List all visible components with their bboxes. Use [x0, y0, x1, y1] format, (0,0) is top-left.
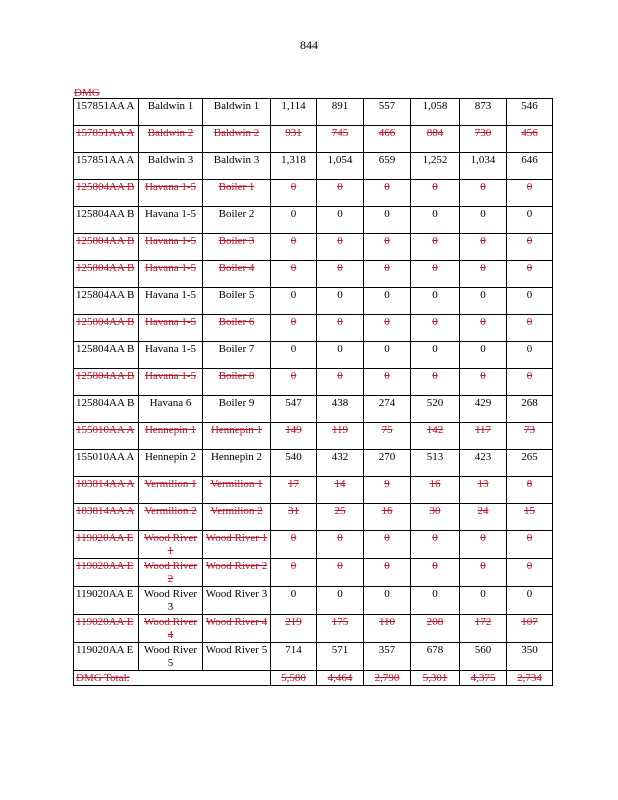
- unit-cell: Boiler 9: [203, 396, 271, 423]
- unit-cell: Havana 1-5: [139, 315, 203, 342]
- unit-cell: Boiler 6: [203, 315, 271, 342]
- value-cell: 547: [271, 396, 317, 423]
- unit-cell: Boiler 7: [203, 342, 271, 369]
- table-row: [74, 207, 553, 234]
- table-row: [74, 234, 553, 261]
- value-cell: 0: [411, 369, 460, 396]
- value-cell: 0: [271, 288, 317, 315]
- value-cell: 0: [364, 180, 411, 207]
- value-cell: 0: [507, 207, 553, 234]
- table-row: [74, 587, 553, 615]
- value-cell: 0: [317, 234, 364, 261]
- value-cell: 0: [364, 288, 411, 315]
- value-cell: 219: [271, 615, 317, 643]
- value-cell: 0: [317, 207, 364, 234]
- total-value-cell: 4,464: [317, 671, 364, 686]
- facility-id-cell: 183814AA A: [74, 477, 139, 504]
- unit-cell: Havana 1-5: [139, 369, 203, 396]
- value-cell: 0: [411, 288, 460, 315]
- unit-cell: Vermilion 2: [139, 504, 203, 531]
- value-cell: 0: [507, 559, 553, 587]
- value-cell: 75: [364, 423, 411, 450]
- unit-cell: Havana 1-5: [139, 261, 203, 288]
- facility-id-cell: 155010AA A: [74, 423, 139, 450]
- value-cell: 0: [271, 261, 317, 288]
- facility-id-cell: 119020AA E: [74, 643, 139, 671]
- facility-id-cell: 119020AA E: [74, 559, 139, 587]
- value-cell: 265: [507, 450, 553, 477]
- unit-cell: Vermilion 2: [203, 504, 271, 531]
- value-cell: 1,114: [271, 99, 317, 126]
- value-cell: 107: [507, 615, 553, 643]
- value-cell: 350: [507, 643, 553, 671]
- value-cell: 0: [460, 234, 507, 261]
- table-row: [74, 99, 553, 126]
- unit-cell: Hennepin 2: [203, 450, 271, 477]
- value-cell: 1,034: [460, 153, 507, 180]
- table-row: [74, 288, 553, 315]
- value-cell: 16: [411, 477, 460, 504]
- value-cell: 0: [460, 587, 507, 615]
- facility-id-cell: 125804AA B: [74, 342, 139, 369]
- value-cell: 17: [271, 477, 317, 504]
- emissions-table: [73, 98, 553, 686]
- value-cell: 0: [460, 207, 507, 234]
- value-cell: 730: [460, 126, 507, 153]
- value-cell: 0: [507, 288, 553, 315]
- unit-cell: Wood River 1: [139, 531, 203, 559]
- value-cell: 0: [364, 207, 411, 234]
- unit-cell: Vermilion 1: [139, 477, 203, 504]
- facility-id-cell: 157851AA A: [74, 99, 139, 126]
- table-row: [74, 423, 553, 450]
- table-row: [74, 261, 553, 288]
- facility-id-cell: 125804AA B: [74, 207, 139, 234]
- table-row: [74, 153, 553, 180]
- value-cell: 646: [507, 153, 553, 180]
- value-cell: 1,252: [411, 153, 460, 180]
- value-cell: 0: [271, 234, 317, 261]
- value-cell: 73: [507, 423, 553, 450]
- value-cell: 13: [460, 477, 507, 504]
- value-cell: 0: [507, 342, 553, 369]
- value-cell: 678: [411, 643, 460, 671]
- value-cell: 714: [271, 643, 317, 671]
- unit-cell: Havana 1-5: [139, 207, 203, 234]
- facility-id-cell: 125804AA B: [74, 369, 139, 396]
- unit-cell: Boiler 3: [203, 234, 271, 261]
- value-cell: 16: [364, 504, 411, 531]
- value-cell: 0: [271, 369, 317, 396]
- section-heading: DMG: [74, 87, 100, 99]
- value-cell: 0: [507, 315, 553, 342]
- value-cell: 1,058: [411, 99, 460, 126]
- value-cell: 0: [317, 288, 364, 315]
- value-cell: 172: [460, 615, 507, 643]
- facility-id-cell: 119020AA E: [74, 531, 139, 559]
- value-cell: 0: [364, 261, 411, 288]
- unit-cell: Boiler 8: [203, 369, 271, 396]
- value-cell: 0: [364, 531, 411, 559]
- value-cell: 0: [411, 207, 460, 234]
- value-cell: 175: [317, 615, 364, 643]
- facility-id-cell: 125804AA B: [74, 234, 139, 261]
- value-cell: 0: [411, 342, 460, 369]
- unit-cell: Wood River 2: [203, 559, 271, 587]
- unit-cell: Havana 1-5: [139, 288, 203, 315]
- value-cell: 0: [271, 180, 317, 207]
- value-cell: 110: [364, 615, 411, 643]
- total-row: [74, 671, 553, 686]
- value-cell: 0: [507, 180, 553, 207]
- total-value-cell: 2,790: [364, 671, 411, 686]
- value-cell: 571: [317, 643, 364, 671]
- facility-id-cell: 183814AA A: [74, 504, 139, 531]
- total-label: DMG Total:: [74, 671, 271, 686]
- value-cell: 466: [364, 126, 411, 153]
- value-cell: 0: [507, 261, 553, 288]
- unit-cell: Hennepin 2: [139, 450, 203, 477]
- value-cell: 546: [507, 99, 553, 126]
- table-row: [74, 504, 553, 531]
- unit-cell: Wood River 4: [203, 615, 271, 643]
- value-cell: 745: [317, 126, 364, 153]
- table-row: [74, 643, 553, 671]
- value-cell: 884: [411, 126, 460, 153]
- value-cell: 557: [364, 99, 411, 126]
- value-cell: 0: [460, 369, 507, 396]
- value-cell: 0: [317, 261, 364, 288]
- unit-cell: Wood River 2: [139, 559, 203, 587]
- total-value-cell: 4,375: [460, 671, 507, 686]
- value-cell: 513: [411, 450, 460, 477]
- table-row: [74, 180, 553, 207]
- value-cell: 24: [460, 504, 507, 531]
- value-cell: 1,318: [271, 153, 317, 180]
- unit-cell: Hennepin 1: [139, 423, 203, 450]
- unit-cell: Baldwin 2: [203, 126, 271, 153]
- value-cell: 30: [411, 504, 460, 531]
- table-row: [74, 615, 553, 643]
- value-cell: 15: [507, 504, 553, 531]
- value-cell: 423: [460, 450, 507, 477]
- value-cell: 25: [317, 504, 364, 531]
- value-cell: 0: [271, 207, 317, 234]
- value-cell: 1,054: [317, 153, 364, 180]
- unit-cell: Baldwin 2: [139, 126, 203, 153]
- unit-cell: Wood River 3: [139, 587, 203, 615]
- value-cell: 0: [317, 315, 364, 342]
- facility-id-cell: 125804AA B: [74, 261, 139, 288]
- facility-id-cell: 155010AA A: [74, 450, 139, 477]
- facility-id-cell: 119020AA E: [74, 587, 139, 615]
- unit-cell: Baldwin 3: [139, 153, 203, 180]
- facility-id-cell: 125804AA B: [74, 180, 139, 207]
- value-cell: 0: [317, 342, 364, 369]
- value-cell: 357: [364, 643, 411, 671]
- value-cell: 0: [411, 261, 460, 288]
- value-cell: 0: [317, 559, 364, 587]
- value-cell: 0: [271, 531, 317, 559]
- value-cell: 0: [507, 369, 553, 396]
- value-cell: 0: [460, 531, 507, 559]
- value-cell: 14: [317, 477, 364, 504]
- value-cell: 0: [317, 369, 364, 396]
- value-cell: 274: [364, 396, 411, 423]
- facility-id-cell: 119020AA E: [74, 615, 139, 643]
- unit-cell: Baldwin 1: [203, 99, 271, 126]
- page-number: 844: [300, 38, 318, 52]
- unit-cell: Havana 1-5: [139, 342, 203, 369]
- value-cell: 0: [411, 315, 460, 342]
- facility-id-cell: 125804AA B: [74, 315, 139, 342]
- unit-cell: Hennepin 1: [203, 423, 271, 450]
- table-row: [74, 396, 553, 423]
- facility-id-cell: 157851AA A: [74, 126, 139, 153]
- unit-cell: Havana 6: [139, 396, 203, 423]
- value-cell: 0: [364, 369, 411, 396]
- value-cell: 8: [507, 477, 553, 504]
- table-body: [74, 99, 553, 686]
- value-cell: 0: [460, 559, 507, 587]
- value-cell: 432: [317, 450, 364, 477]
- table-row: [74, 315, 553, 342]
- value-cell: 0: [411, 234, 460, 261]
- unit-cell: Havana 1-5: [139, 180, 203, 207]
- unit-cell: Wood River 5: [203, 643, 271, 671]
- value-cell: 270: [364, 450, 411, 477]
- value-cell: 0: [460, 315, 507, 342]
- unit-cell: Havana 1-5: [139, 234, 203, 261]
- value-cell: 0: [411, 587, 460, 615]
- value-cell: 0: [271, 342, 317, 369]
- value-cell: 0: [460, 180, 507, 207]
- value-cell: 0: [411, 559, 460, 587]
- unit-cell: Boiler 2: [203, 207, 271, 234]
- value-cell: 9: [364, 477, 411, 504]
- table-row: [74, 477, 553, 504]
- value-cell: 891: [317, 99, 364, 126]
- unit-cell: Vermilion 1: [203, 477, 271, 504]
- total-value-cell: 2,734: [507, 671, 553, 686]
- facility-id-cell: 125804AA B: [74, 396, 139, 423]
- table-row: [74, 126, 553, 153]
- unit-cell: Wood River 3: [203, 587, 271, 615]
- facility-id-cell: 125804AA B: [74, 288, 139, 315]
- value-cell: 540: [271, 450, 317, 477]
- value-cell: 0: [317, 531, 364, 559]
- value-cell: 0: [364, 234, 411, 261]
- value-cell: 0: [271, 587, 317, 615]
- value-cell: 0: [364, 342, 411, 369]
- value-cell: 520: [411, 396, 460, 423]
- total-value-cell: 5,301: [411, 671, 460, 686]
- value-cell: 149: [271, 423, 317, 450]
- table-row: [74, 369, 553, 396]
- value-cell: 659: [364, 153, 411, 180]
- value-cell: 873: [460, 99, 507, 126]
- table-row: [74, 531, 553, 559]
- value-cell: 0: [411, 180, 460, 207]
- unit-cell: Baldwin 1: [139, 99, 203, 126]
- value-cell: 0: [507, 587, 553, 615]
- value-cell: 560: [460, 643, 507, 671]
- value-cell: 0: [317, 587, 364, 615]
- value-cell: 0: [317, 180, 364, 207]
- value-cell: 0: [507, 234, 553, 261]
- value-cell: 0: [364, 315, 411, 342]
- unit-cell: Boiler 1: [203, 180, 271, 207]
- value-cell: 429: [460, 396, 507, 423]
- unit-cell: Boiler 5: [203, 288, 271, 315]
- facility-id-cell: 157851AA A: [74, 153, 139, 180]
- value-cell: 31: [271, 504, 317, 531]
- unit-cell: Boiler 4: [203, 261, 271, 288]
- unit-cell: Wood River 1: [203, 531, 271, 559]
- value-cell: 0: [271, 315, 317, 342]
- value-cell: 268: [507, 396, 553, 423]
- table-row: [74, 559, 553, 587]
- value-cell: 0: [460, 288, 507, 315]
- total-value-cell: 5,580: [271, 671, 317, 686]
- value-cell: 456: [507, 126, 553, 153]
- value-cell: 119: [317, 423, 364, 450]
- value-cell: 0: [271, 559, 317, 587]
- table-row: [74, 450, 553, 477]
- value-cell: 0: [364, 587, 411, 615]
- value-cell: 0: [364, 559, 411, 587]
- value-cell: 0: [411, 531, 460, 559]
- unit-cell: Wood River 4: [139, 615, 203, 643]
- value-cell: 117: [460, 423, 507, 450]
- unit-cell: Wood River 5: [139, 643, 203, 671]
- value-cell: 0: [507, 531, 553, 559]
- unit-cell: Baldwin 3: [203, 153, 271, 180]
- value-cell: 0: [460, 342, 507, 369]
- value-cell: 931: [271, 126, 317, 153]
- table-row: [74, 342, 553, 369]
- value-cell: 438: [317, 396, 364, 423]
- value-cell: 142: [411, 423, 460, 450]
- value-cell: 208: [411, 615, 460, 643]
- value-cell: 0: [460, 261, 507, 288]
